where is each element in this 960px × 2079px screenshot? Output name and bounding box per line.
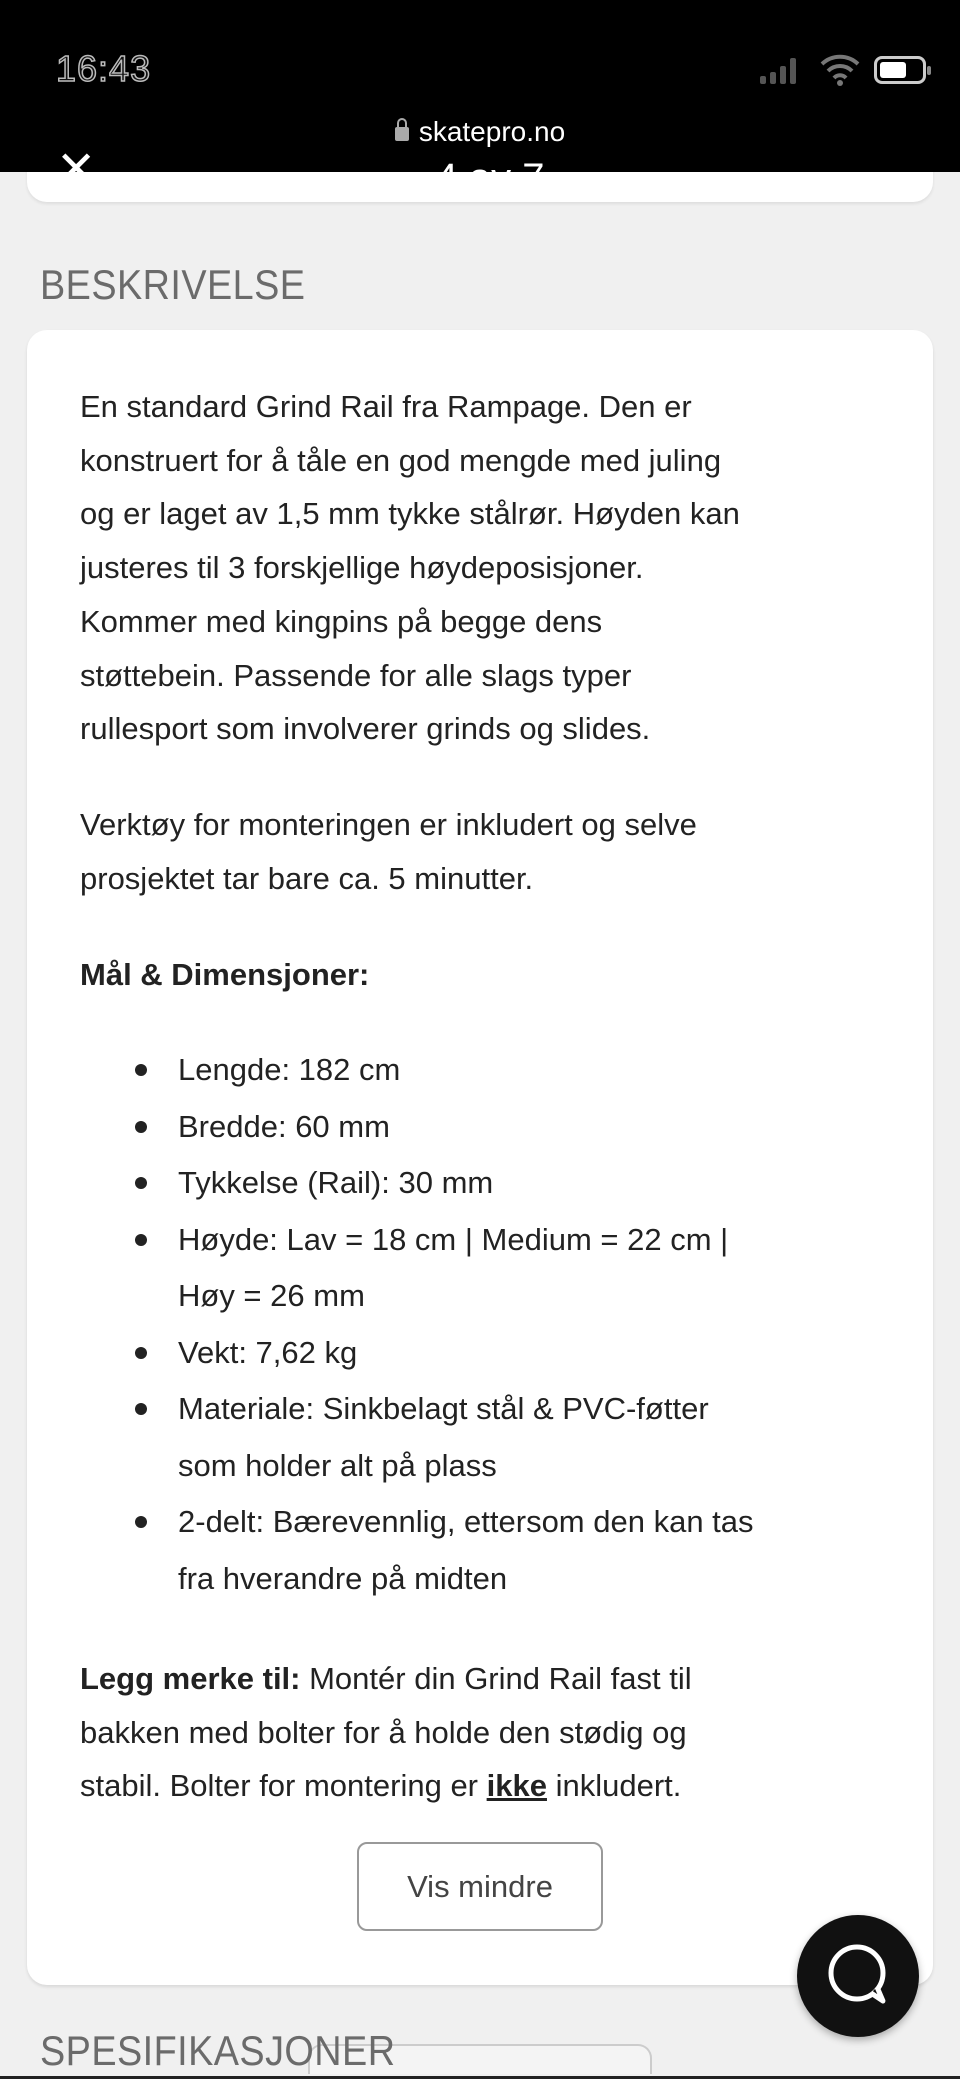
bullet-icon	[135, 1516, 147, 1528]
bullet-icon	[135, 1064, 147, 1076]
signal-icon	[760, 58, 796, 84]
text-line: og er laget av 1,5 mm tykke stålrør. Høyden kan	[80, 496, 740, 532]
status-bar	[0, 0, 960, 196]
address-bar[interactable]	[0, 116, 960, 148]
note-text: Montér din Grind Rail fast til	[300, 1661, 692, 1696]
text-line: rullesport som involverer grinds og slides.	[80, 711, 651, 747]
text-line: prosjektet tar bare ca. 5 minutter.	[80, 860, 534, 896]
list-item: fra hverandre på midten	[178, 1560, 508, 1596]
note-label: Legg merke til:	[80, 1661, 301, 1696]
note-line	[80, 1659, 692, 1699]
bullet-icon	[135, 1234, 147, 1246]
chat-bubble-icon	[797, 1915, 919, 2037]
text-line: konstruert for å tåle en god mengde med juling	[80, 442, 722, 478]
close-icon[interactable]: ✕	[56, 143, 97, 196]
image-counter	[420, 158, 560, 172]
note-text: stabil. Bolter for montering er	[80, 1768, 487, 1803]
list-item: Vekt: 7,62 kg	[178, 1334, 358, 1370]
show-less-button[interactable]: Vis mindre	[357, 1842, 603, 1931]
description-heading: BESKRIVELSE	[40, 261, 306, 308]
list-item: som holder alt på plass	[178, 1447, 497, 1483]
url-text: skatepro.no	[418, 116, 566, 147]
note-text: inkludert.	[546, 1768, 682, 1803]
chat-button[interactable]	[797, 1915, 919, 2037]
bullet-icon	[135, 1121, 147, 1133]
list-item: Lengde: 182 cm	[178, 1052, 401, 1087]
list-item: Tykkelse (Rail): 30 mm	[178, 1165, 494, 1200]
bullet-icon	[135, 1347, 147, 1359]
list-item: Materiale: Sinkbelagt stål & PVC-føtter	[178, 1391, 709, 1426]
text-line	[80, 1766, 681, 1806]
wifi-icon	[820, 52, 860, 86]
list-item: 2-delt: Bærevennlig, ettersom den kan tas	[178, 1504, 754, 1539]
list-item: Bredde: 60 mm	[178, 1108, 390, 1144]
battery-icon	[874, 56, 926, 84]
status-time: 16:43	[56, 48, 152, 89]
text-line: justeres til 3 forskjellige høydeposisjoner.	[80, 550, 644, 586]
lock-icon	[395, 127, 409, 141]
bullet-icon	[135, 1177, 147, 1189]
note-emphasis: ikke	[486, 1768, 547, 1803]
bullet-icon	[135, 1403, 147, 1415]
text-line: Verktøy for monteringen er inkludert og selve	[80, 807, 697, 842]
specifications-heading: SPESIFIKASJONER	[40, 2027, 396, 2074]
dimensions-heading: Mål & Dimensjoner:	[80, 957, 370, 992]
list-item: Høy = 26 mm	[178, 1278, 365, 1313]
list-item: Høyde: Lav = 18 cm | Medium = 22 cm |	[178, 1221, 729, 1257]
text-line: støttebein. Passende for alle slags typer	[80, 657, 632, 693]
text-line: bakken med bolter for å holde den stødig og	[80, 1715, 687, 1750]
text-line: En standard Grind Rail fra Rampage. Den er	[80, 389, 692, 424]
text-line: Kommer med kingpins på begge dens	[80, 603, 603, 639]
